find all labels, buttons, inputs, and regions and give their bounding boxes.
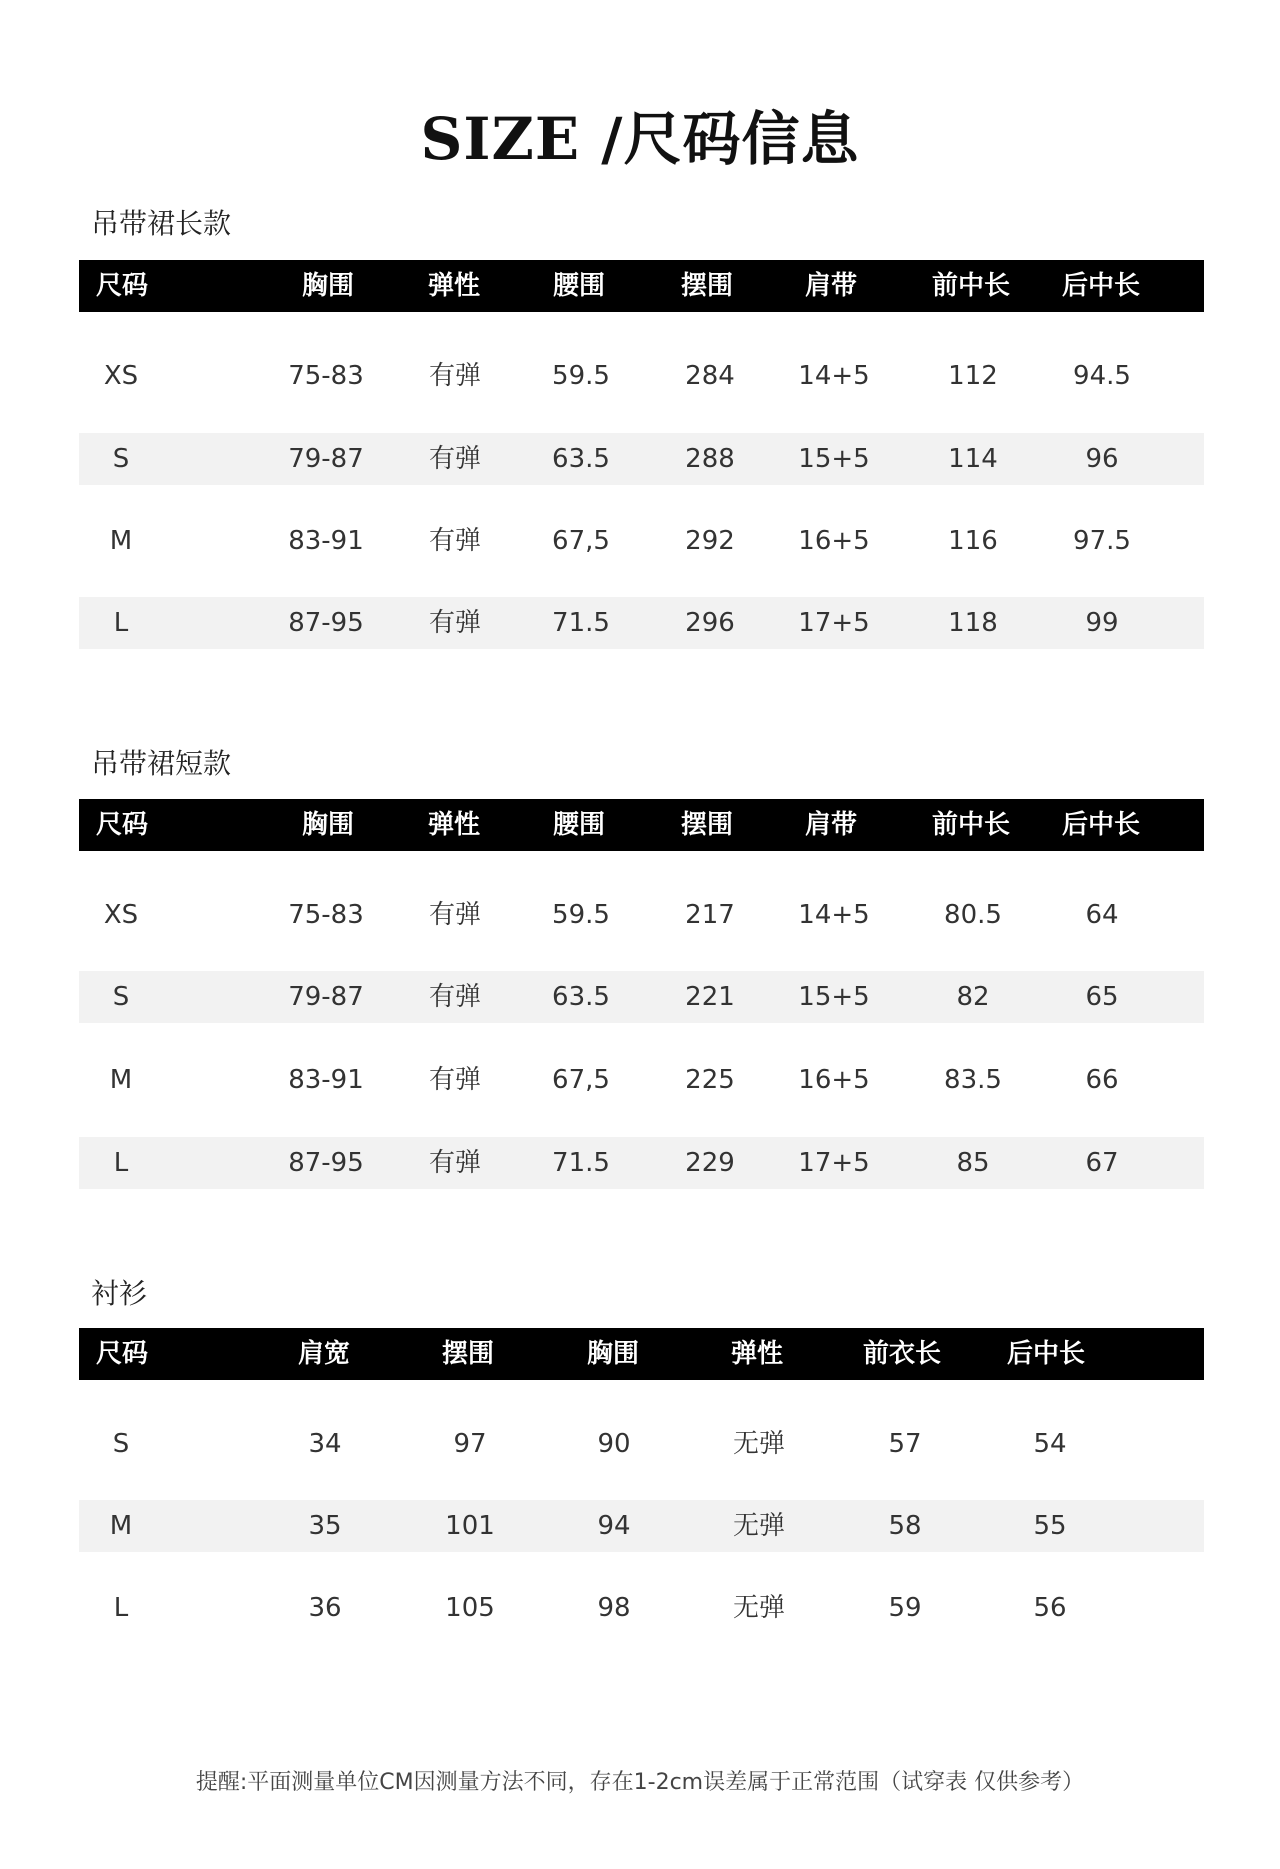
table-cell: 112 [948, 361, 998, 391]
table-cell: 105 [445, 1593, 495, 1623]
table-cell: 114 [948, 444, 998, 474]
header-cell: 摆围 [680, 271, 734, 301]
table-cell: 63.5 [552, 444, 610, 474]
table-cell: 83.5 [944, 1065, 1002, 1095]
table-cell: 55 [1033, 1511, 1067, 1541]
header-cell: 弹性 [427, 810, 481, 840]
table-cell: 217 [685, 900, 735, 930]
table-cell: 58 [888, 1511, 922, 1541]
table-header-long-dress [79, 260, 1204, 312]
title-cn: 尺码信息 [623, 105, 860, 173]
table-row [79, 889, 1204, 941]
table-cell: 82 [956, 982, 990, 1012]
section-label-shirt: 衬衫 [91, 1277, 148, 1310]
page-title [0, 92, 1280, 176]
table-cell: S [112, 982, 130, 1012]
table-cell: 94 [597, 1511, 631, 1541]
header-cell: 后中长 [1061, 271, 1141, 301]
table-cell: 14+5 [798, 361, 870, 391]
header-cell: 弹性 [730, 1339, 784, 1369]
table-cell: 有弹 [428, 900, 482, 930]
table-row [79, 350, 1204, 402]
table-cell: 99 [1085, 608, 1119, 638]
table-cell: S [112, 444, 130, 474]
table-cell: 87-95 [288, 1148, 364, 1178]
table-header-short-dress [79, 799, 1204, 851]
title-en: SIZE / [420, 105, 624, 173]
table-cell: 90 [597, 1429, 631, 1459]
header-cell: 前衣长 [862, 1339, 942, 1369]
table-row [79, 971, 1204, 1023]
header-cell: 胸围 [586, 1339, 640, 1369]
header-cell: 腰围 [552, 810, 606, 840]
table-row [79, 1137, 1204, 1189]
table-cell: 15+5 [798, 444, 870, 474]
table-cell: 有弹 [428, 1065, 482, 1095]
table-row [79, 1418, 1204, 1470]
table-cell: 101 [445, 1511, 495, 1541]
table-cell: 59.5 [552, 361, 610, 391]
header-cell: 肩带 [804, 810, 858, 840]
table-cell: 94.5 [1073, 361, 1131, 391]
header-cell: 尺码 [96, 810, 149, 840]
table-cell: 67 [1085, 1148, 1119, 1178]
table-cell: 无弹 [732, 1593, 786, 1623]
header-cell: 后中长 [1061, 810, 1141, 840]
table-cell: 97 [453, 1429, 487, 1459]
header-cell: 腰围 [552, 271, 606, 301]
table-cell: 87-95 [288, 608, 364, 638]
table-cell: XS [103, 900, 139, 930]
table-header-shirt [79, 1328, 1204, 1380]
header-cell: 后中长 [1006, 1339, 1086, 1369]
table-cell: 75-83 [288, 900, 364, 930]
table-cell: M [109, 526, 133, 556]
table-cell: L [113, 1148, 129, 1178]
table-cell: 17+5 [798, 608, 870, 638]
table-cell: M [109, 1065, 133, 1095]
table-cell: 16+5 [798, 1065, 870, 1095]
table-cell: 有弹 [428, 361, 482, 391]
table-cell: 83-91 [288, 1065, 364, 1095]
table-cell: 296 [685, 608, 735, 638]
table-cell: 71.5 [552, 1148, 610, 1178]
table-cell: 35 [308, 1511, 342, 1541]
header-cell: 胸围 [301, 271, 355, 301]
table-cell: 66 [1085, 1065, 1119, 1095]
table-cell: 54 [1033, 1429, 1067, 1459]
header-cell: 摆围 [680, 810, 734, 840]
table-cell: 59.5 [552, 900, 610, 930]
table-cell: 34 [308, 1429, 342, 1459]
table-cell: 83-91 [288, 526, 364, 556]
table-cell: 79-87 [288, 982, 364, 1012]
table-cell: 56 [1033, 1593, 1067, 1623]
header-cell: 肩宽 [297, 1339, 351, 1369]
table-cell: L [113, 608, 129, 638]
table-cell: 85 [956, 1148, 990, 1178]
table-cell: 有弹 [428, 444, 482, 474]
table-cell: 14+5 [798, 900, 870, 930]
header-cell: 摆围 [441, 1339, 495, 1369]
table-cell: 无弹 [732, 1511, 786, 1541]
header-cell: 弹性 [427, 271, 481, 301]
header-cell: 肩带 [804, 271, 858, 301]
table-cell: S [112, 1429, 130, 1459]
table-row [79, 1054, 1204, 1106]
table-cell: 98 [597, 1593, 631, 1623]
header-cell: 尺码 [96, 271, 149, 301]
table-row [79, 433, 1204, 485]
table-cell: 67,5 [552, 526, 610, 556]
table-cell: L [113, 1593, 129, 1623]
table-cell: 67,5 [552, 1065, 610, 1095]
table-cell: 79-87 [288, 444, 364, 474]
table-cell: 116 [948, 526, 998, 556]
table-cell: 15+5 [798, 982, 870, 1012]
table-row [79, 1582, 1204, 1634]
table-cell: 229 [685, 1148, 735, 1178]
measurement-note: 提醒:平面测量单位CM因测量方法不同，存在1-2cm误差属于正常范围（试穿表 仅供参考） [195, 1770, 1085, 1795]
table-cell: 221 [685, 982, 735, 1012]
table-cell: 17+5 [798, 1148, 870, 1178]
table-cell: M [109, 1511, 133, 1541]
table-cell: XS [103, 361, 139, 391]
header-cell: 尺码 [96, 1339, 149, 1369]
header-cell: 前中长 [931, 810, 1011, 840]
table-cell: 71.5 [552, 608, 610, 638]
table-cell: 57 [888, 1429, 922, 1459]
table-cell: 有弹 [428, 1148, 482, 1178]
table-cell: 16+5 [798, 526, 870, 556]
header-cell: 胸围 [301, 810, 355, 840]
table-cell: 有弹 [428, 526, 482, 556]
table-cell: 36 [308, 1593, 342, 1623]
table-row [79, 515, 1204, 567]
table-cell: 63.5 [552, 982, 610, 1012]
table-cell: 292 [685, 526, 735, 556]
table-cell: 96 [1085, 444, 1119, 474]
section-label-short-dress: 吊带裙短款 [91, 747, 232, 780]
table-cell: 64 [1085, 900, 1119, 930]
table-cell: 288 [685, 444, 735, 474]
table-row [79, 597, 1204, 649]
table-cell: 59 [888, 1593, 922, 1623]
table-cell: 有弹 [428, 608, 482, 638]
table-row [79, 1500, 1204, 1552]
header-cell: 前中长 [931, 271, 1011, 301]
table-cell: 75-83 [288, 361, 364, 391]
table-cell: 无弹 [732, 1429, 786, 1459]
table-cell: 118 [948, 608, 998, 638]
table-cell: 65 [1085, 982, 1119, 1012]
table-cell: 有弹 [428, 982, 482, 1012]
table-cell: 80.5 [944, 900, 1002, 930]
table-cell: 97.5 [1073, 526, 1131, 556]
section-label-long-dress: 吊带裙长款 [91, 207, 232, 240]
table-cell: 225 [685, 1065, 735, 1095]
table-cell: 284 [685, 361, 735, 391]
